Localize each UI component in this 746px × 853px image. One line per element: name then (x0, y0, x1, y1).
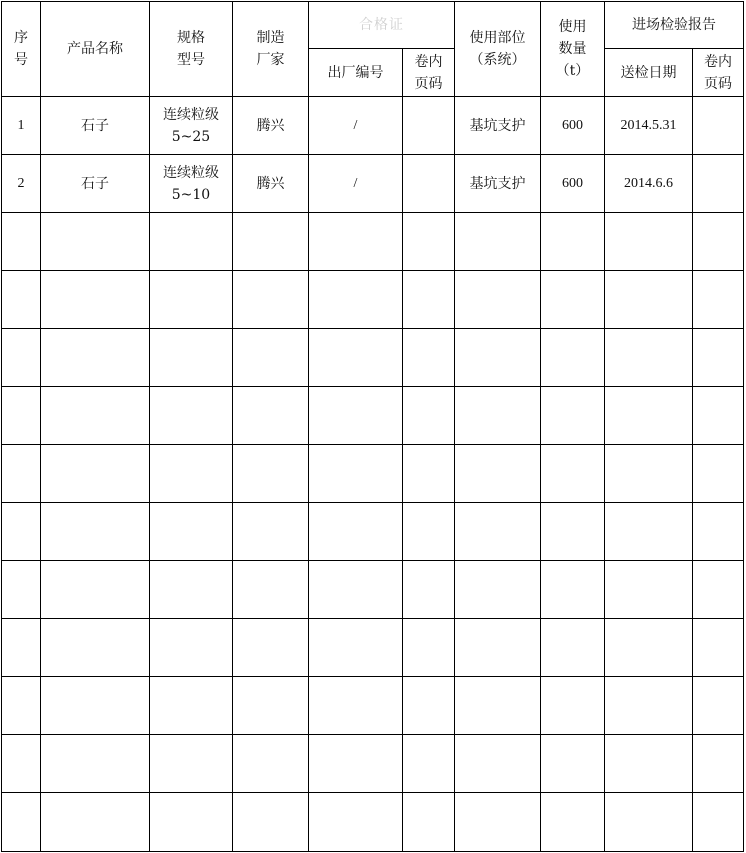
empty-cell (693, 677, 744, 735)
empty-cell (309, 387, 403, 445)
empty-cell (150, 619, 233, 677)
row-send-date: 2014.5.31 (605, 97, 693, 155)
empty-cell (150, 793, 233, 852)
empty-cell (2, 329, 41, 387)
empty-cell (403, 387, 455, 445)
row-product: 石子 (41, 97, 150, 155)
empty-cell (233, 677, 309, 735)
empty-cell (693, 793, 744, 852)
header-seq: 序 号 (2, 2, 41, 97)
empty-cell (605, 271, 693, 329)
empty-cell (403, 793, 455, 852)
empty-cell (541, 735, 605, 793)
empty-cell (309, 213, 403, 271)
empty-cell (41, 735, 150, 793)
row-send-date: 2014.6.6 (605, 155, 693, 213)
empty-cell (541, 213, 605, 271)
empty-cell (309, 329, 403, 387)
table-row-empty (2, 445, 744, 503)
table-row-empty (2, 329, 744, 387)
empty-cell (41, 503, 150, 561)
empty-cell (455, 793, 541, 852)
empty-cell (41, 329, 150, 387)
row-volume-page-report (693, 155, 744, 213)
header-certificate-group: 合格证 (309, 2, 455, 49)
empty-cell (150, 503, 233, 561)
empty-cell (150, 329, 233, 387)
empty-cell (605, 329, 693, 387)
empty-cell (2, 793, 41, 852)
empty-cell (233, 271, 309, 329)
empty-cell (605, 677, 693, 735)
empty-cell (455, 619, 541, 677)
empty-cell (403, 561, 455, 619)
row-volume-page-certificate (403, 97, 455, 155)
table-row-empty (2, 503, 744, 561)
empty-cell (403, 213, 455, 271)
row-quantity: 600 (541, 97, 605, 155)
empty-cell (605, 387, 693, 445)
table-row (2, 97, 744, 155)
empty-cell (2, 561, 41, 619)
empty-cell (455, 677, 541, 735)
table-row-empty (2, 793, 744, 852)
empty-cell (2, 445, 41, 503)
empty-cell (693, 387, 744, 445)
row-seq: 2 (2, 155, 41, 213)
empty-cell (2, 735, 41, 793)
table-row-empty (2, 677, 744, 735)
empty-cell (2, 387, 41, 445)
empty-cell (233, 793, 309, 852)
header-usage-part: 使用部位 （系统） (455, 2, 541, 97)
empty-cell (309, 503, 403, 561)
empty-cell (693, 619, 744, 677)
empty-cell (233, 735, 309, 793)
header-volume-page-certificate: 卷内 页码 (403, 49, 455, 97)
empty-cell (693, 213, 744, 271)
empty-cell (2, 503, 41, 561)
empty-cell (455, 271, 541, 329)
empty-cell (541, 271, 605, 329)
empty-cell (309, 561, 403, 619)
empty-cell (41, 271, 150, 329)
empty-cell (403, 271, 455, 329)
empty-cell (541, 503, 605, 561)
table-row-empty (2, 387, 744, 445)
empty-cell (403, 677, 455, 735)
empty-cell (693, 445, 744, 503)
empty-cell (150, 735, 233, 793)
empty-cell (403, 735, 455, 793)
empty-cell (693, 735, 744, 793)
empty-cell (541, 445, 605, 503)
row-manufacturer: 腾兴 (233, 97, 309, 155)
empty-cell (233, 387, 309, 445)
empty-cell (605, 735, 693, 793)
empty-cell (41, 561, 150, 619)
table-row-empty (2, 213, 744, 271)
empty-cell (455, 387, 541, 445)
header-spec: 规格 型号 (150, 2, 233, 97)
header-manufacturer: 制造 厂家 (233, 2, 309, 97)
empty-cell (455, 329, 541, 387)
header-inspection-report-group: 进场检验报告 (605, 2, 744, 49)
empty-cell (403, 445, 455, 503)
empty-cell (150, 561, 233, 619)
header-send-date: 送检日期 (605, 49, 693, 97)
table-row-empty (2, 271, 744, 329)
empty-cell (541, 329, 605, 387)
table-row-empty (2, 735, 744, 793)
empty-cell (233, 329, 309, 387)
empty-cell (605, 793, 693, 852)
empty-cell (150, 445, 233, 503)
empty-cell (693, 561, 744, 619)
row-quantity: 600 (541, 155, 605, 213)
empty-cell (605, 619, 693, 677)
row-usage: 基坑支护 (455, 155, 541, 213)
empty-cell (2, 619, 41, 677)
empty-cell (309, 677, 403, 735)
empty-cell (233, 445, 309, 503)
empty-cell (41, 677, 150, 735)
empty-cell (541, 677, 605, 735)
empty-cell (309, 735, 403, 793)
empty-cell (455, 445, 541, 503)
empty-cell (150, 387, 233, 445)
empty-cell (403, 619, 455, 677)
empty-cell (693, 271, 744, 329)
row-factory-number: / (309, 97, 403, 155)
empty-cell (403, 329, 455, 387)
row-volume-page-certificate (403, 155, 455, 213)
empty-cell (455, 561, 541, 619)
empty-cell (233, 619, 309, 677)
empty-cell (541, 619, 605, 677)
empty-cell (541, 793, 605, 852)
empty-cell (403, 503, 455, 561)
empty-cell (41, 387, 150, 445)
empty-cell (455, 503, 541, 561)
empty-cell (693, 503, 744, 561)
empty-cell (309, 271, 403, 329)
header-volume-page-report: 卷内 页码 (693, 49, 744, 97)
empty-cell (455, 213, 541, 271)
empty-cell (309, 619, 403, 677)
empty-cell (150, 213, 233, 271)
empty-cell (41, 793, 150, 852)
empty-cell (150, 677, 233, 735)
empty-cell (605, 561, 693, 619)
empty-cell (541, 387, 605, 445)
empty-cell (233, 561, 309, 619)
row-product: 石子 (41, 155, 150, 213)
empty-cell (41, 445, 150, 503)
empty-cell (233, 213, 309, 271)
row-spec: 连续粒级 5~10 (150, 155, 233, 213)
empty-cell (41, 213, 150, 271)
header-product-name: 产品名称 (41, 2, 150, 97)
empty-cell (455, 735, 541, 793)
empty-cell (541, 561, 605, 619)
empty-cell (233, 503, 309, 561)
empty-cell (605, 445, 693, 503)
header-quantity: 使用 数量 （t） (541, 2, 605, 97)
empty-cell (693, 329, 744, 387)
table-row (2, 155, 744, 213)
row-spec: 连续粒级 5~25 (150, 97, 233, 155)
empty-cell (309, 793, 403, 852)
empty-cell (150, 271, 233, 329)
empty-cell (605, 213, 693, 271)
empty-cell (309, 445, 403, 503)
row-factory-number: / (309, 155, 403, 213)
table-row-empty (2, 619, 744, 677)
empty-cell (605, 503, 693, 561)
header-factory-number: 出厂编号 (309, 49, 403, 97)
empty-cell (2, 213, 41, 271)
table-row-empty (2, 561, 744, 619)
row-volume-page-report (693, 97, 744, 155)
row-usage: 基坑支护 (455, 97, 541, 155)
material-ledger-table (1, 1, 744, 852)
row-seq: 1 (2, 97, 41, 155)
empty-cell (41, 619, 150, 677)
row-manufacturer: 腾兴 (233, 155, 309, 213)
empty-cell (2, 677, 41, 735)
empty-cell (2, 271, 41, 329)
